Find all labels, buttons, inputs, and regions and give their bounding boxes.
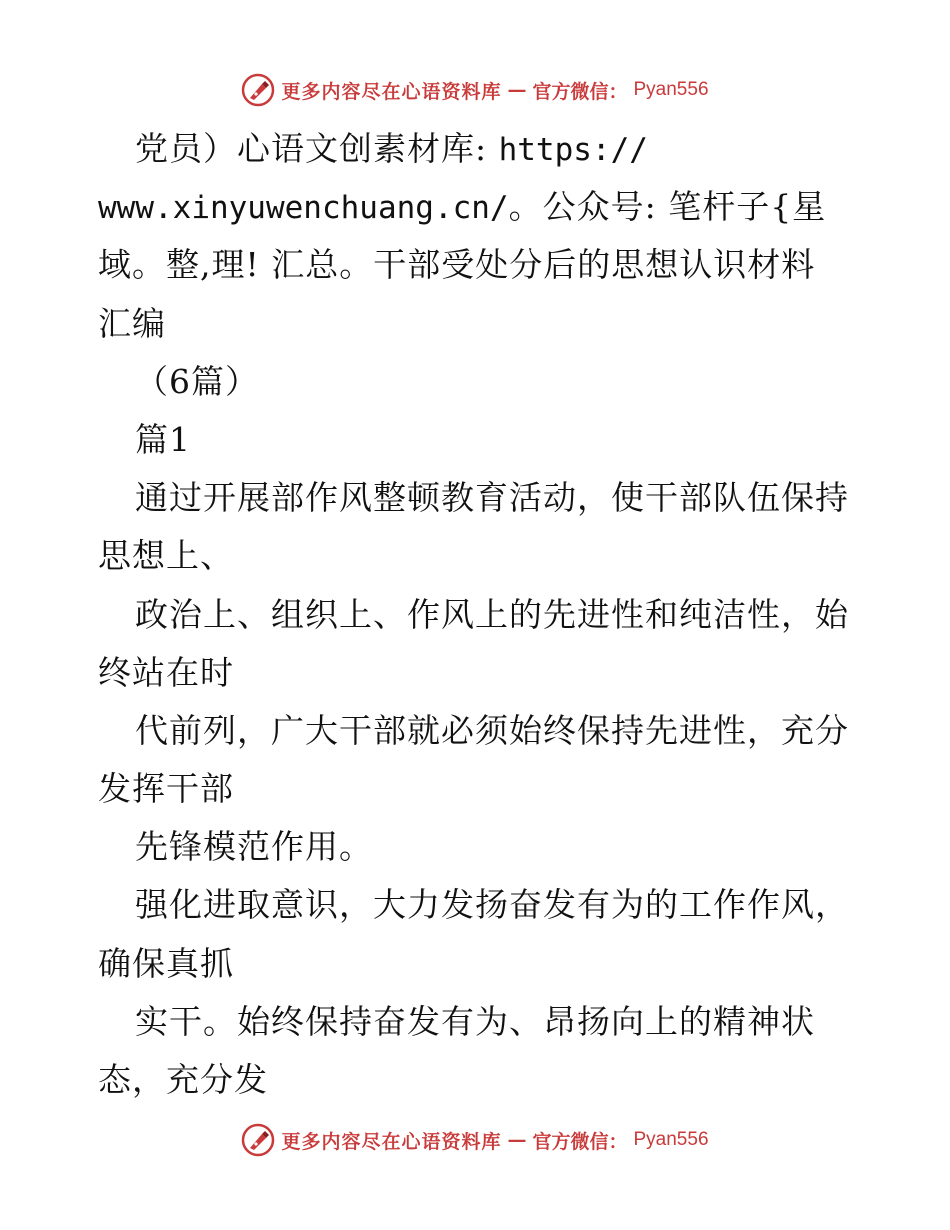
watermark-wechat-id: Pyan556 <box>633 1129 709 1150</box>
document-body <box>98 120 858 1109</box>
pen-nib-icon <box>241 73 275 107</box>
text-line <box>98 818 858 876</box>
text-line <box>98 586 858 644</box>
text-line <box>98 527 858 585</box>
text-segment: 态，充分发 <box>98 1060 268 1099</box>
pen-nib-icon <box>241 1123 275 1157</box>
text-line <box>98 120 858 178</box>
text-segment: 篇1 <box>135 419 191 459</box>
footer-watermark <box>0 1120 950 1160</box>
text-segment: 。公众号: 笔杆子{星 <box>508 187 827 227</box>
watermark-dash: — <box>507 79 527 101</box>
text-segment: 确保真抓 <box>98 943 234 983</box>
text-line <box>98 644 858 702</box>
watermark-brand-text: 更多内容尽在心语资料库 <box>281 80 502 103</box>
header-watermark <box>0 70 950 110</box>
text-segment: 汇编 <box>98 303 166 343</box>
text-line <box>98 411 858 469</box>
text-line <box>98 178 858 236</box>
watermark-dash: — <box>507 1129 527 1151</box>
text-segment: 党员）心语文创素材库: <box>135 129 499 168</box>
text-line <box>98 295 858 353</box>
text-segment: 先锋模范作用。 <box>135 827 373 867</box>
text-segment: 政治上、组织上、作风上的先进性和纯洁性，始 <box>135 594 849 634</box>
watermark-wechat-id: Pyan556 <box>633 79 709 100</box>
text-line <box>98 760 858 818</box>
text-line <box>98 236 858 294</box>
text-line <box>98 935 858 993</box>
text-segment: 发挥干部 <box>98 769 234 809</box>
text-segment: 强化进取意识，大力发扬奋发有为的工作作风， <box>135 885 849 925</box>
text-segment: 思想上、 <box>98 536 234 576</box>
text-segment: www.xinyuwenchuang.cn/ <box>98 190 509 227</box>
text-segment: 通过开展部作风整顿教育活动，使干部队伍保持 <box>135 478 849 518</box>
text-line <box>98 702 858 760</box>
watermark-wechat-label: 官方微信： <box>532 1130 628 1153</box>
text-segment: 域。整,理! 汇总。干部受处分后的思想认识材料 <box>98 245 816 285</box>
text-segment: 实干。始终保持奋发有为、昂扬向上的精神状 <box>135 1001 815 1041</box>
watermark-brand-text: 更多内容尽在心语资料库 <box>281 1130 502 1153</box>
text-line <box>98 993 858 1051</box>
text-segment: （6篇） <box>135 361 259 401</box>
text-line <box>98 353 858 411</box>
watermark-wechat-label: 官方微信： <box>532 80 628 103</box>
text-line <box>98 1051 858 1109</box>
text-segment: https:// <box>498 132 648 168</box>
text-line <box>98 469 858 527</box>
text-line <box>98 876 858 934</box>
text-segment: 代前列，广大干部就必须始终保持先进性，充分 <box>135 710 849 750</box>
text-segment: 终站在时 <box>98 652 234 692</box>
